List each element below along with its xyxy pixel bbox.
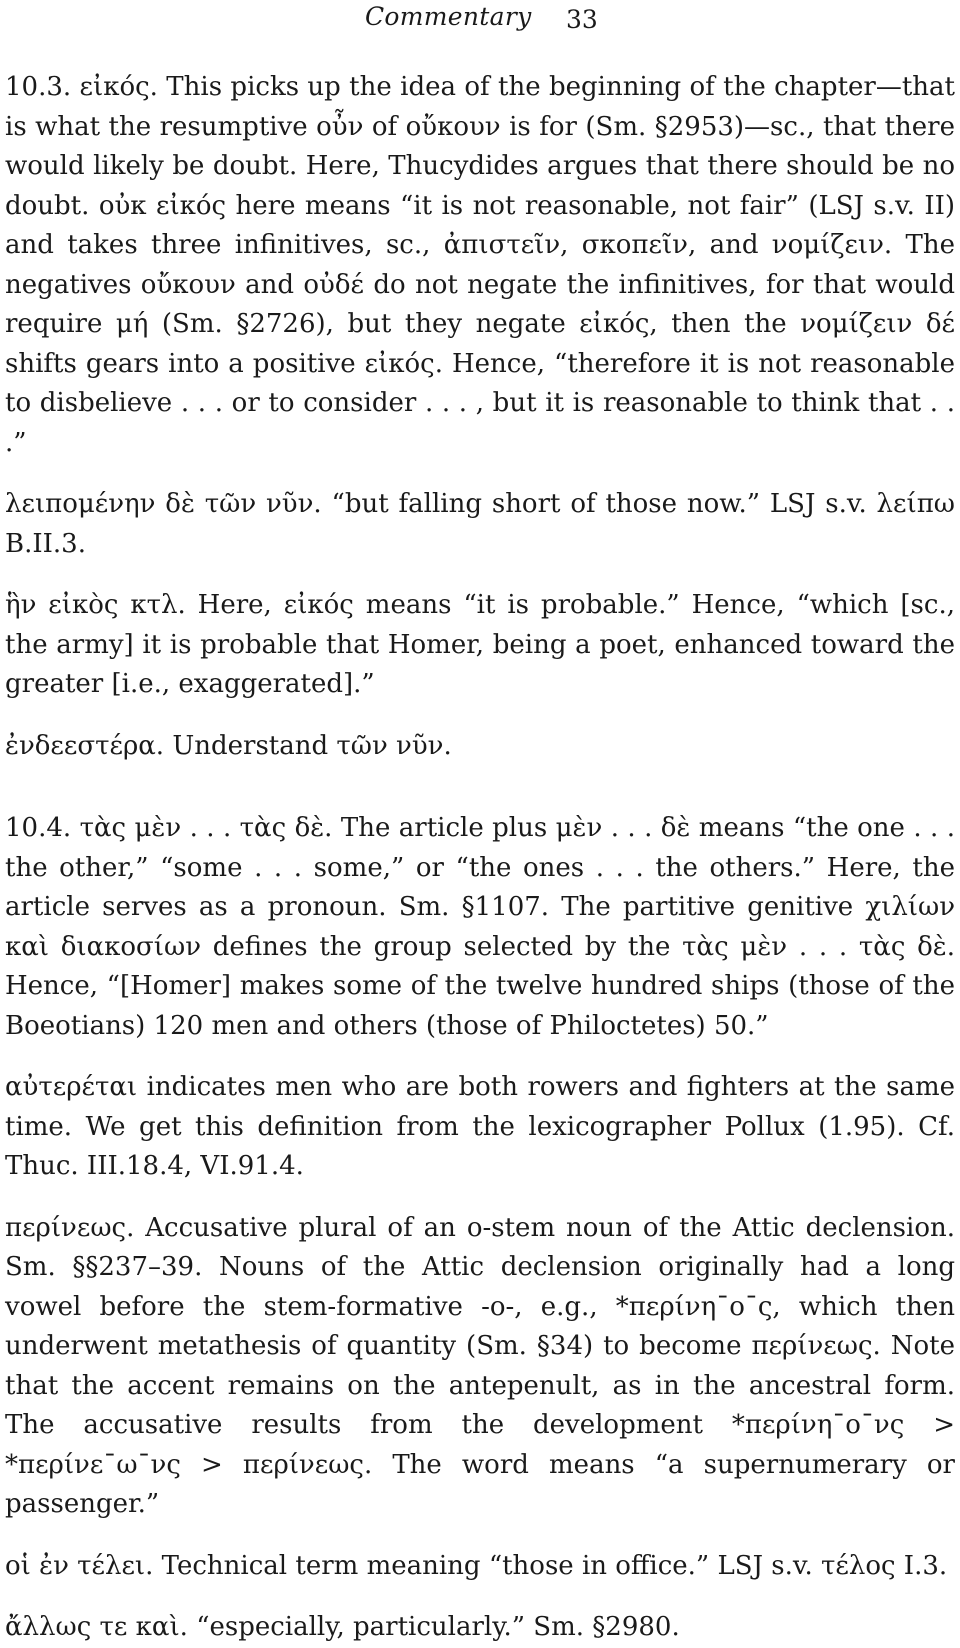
running-head: Commentary xyxy=(365,2,532,31)
entry-endeestera: ἐνδεεστέρα. Understand τῶν νῦν. xyxy=(5,730,452,761)
entry-autere tai: αὐτερέται indicates men who are both rowers and fighters at the same time. We get this definition from the lexicographer Pollux (1.95). Cf. Thuc. III.18.4, VI.91.4. xyxy=(5,1072,955,1181)
entry-perineos: περίνεως. Accusative plural of an o-stem noun of the Attic declension. Sm. §§237–39. Nouns of the Attic declension originally had a long vowel before the stem-formative -o-, e.g., *περίνη¯ο¯ς, which then underwent metathesis of quantity (Sm. §34) to become περίνεως. Note that the accent remains on the antepenult, as in the ancestral form. The accusative results from the development *περίνη¯ο¯νς > *περίνε¯ω¯νς > περίνεως. The word means “a supernumerary or passenger.” xyxy=(5,1212,955,1519)
entry-10-4-tas-men: 10.4. τὰς μὲν . . . τὰς δὲ. The article plus μὲν . . . δὲ means “the one . . . the other,” “some . . . some,” or “the ones . . . the others.” Here, the article serves as a pronoun. Sm. §1107. The partitive genitive χιλίων καὶ διακοσίων defines the group selected by the τὰς μὲν . . . τὰς δὲ. Hence, “[Homer] makes some of the twelve hundred ships (those of the Boeotians) 120 men and others (those of Philoctetes) 50.” xyxy=(5,813,955,1041)
entry-hoi-en-telei: οἱ ἐν τέλει. Technical term meaning “those in office.” LSJ s.v. τέλος I.3. xyxy=(5,1550,948,1581)
entry-hen-eikos: ἣν εἰκὸς κτλ. Here, εἰκός means “it is probable.” Hence, “which [sc., the army] it is probable that Homer, being a poet, enhanced toward the greater [i.e., exaggerated].” xyxy=(5,590,955,699)
page-number: 33 xyxy=(566,5,598,34)
commentary-body xyxy=(5,68,955,1648)
entry-10-3-eikos: 10.3. εἰκός. This picks up the idea of the beginning of the chapter—that is what the resumptive οὖν of οὔκουν is for (Sm. §2953)—sc., that there would likely be doubt. Here, Thucydides argues that there should be no doubt. οὐκ εἰκός here means “it is not reasonable, not fair” (LSJ s.v. II) and takes three infinitives, sc., ἀπιστεῖν, σκοπεῖν, and νομίζειν. The negatives οὔκουν and οὐδέ do not negate the infinitives, for that would require μή (Sm. §2726), but they negate εἰκός, then the νομίζειν δέ shifts gears into a positive εἰκός. Hence, “therefore it is not reasonable to disbelieve . . . or to consider . . . , but it is reasonable to think that . . .” xyxy=(5,72,955,458)
entry-leipomenen: λειπομένην δὲ τῶν νῦν. “but falling short of those now.” LSJ s.v. λείπω B.II.3. xyxy=(5,489,955,559)
entry-allos-te-kai: ἄλλως τε καὶ. “especially, particularly.” Sm. §2980. xyxy=(5,1612,680,1642)
